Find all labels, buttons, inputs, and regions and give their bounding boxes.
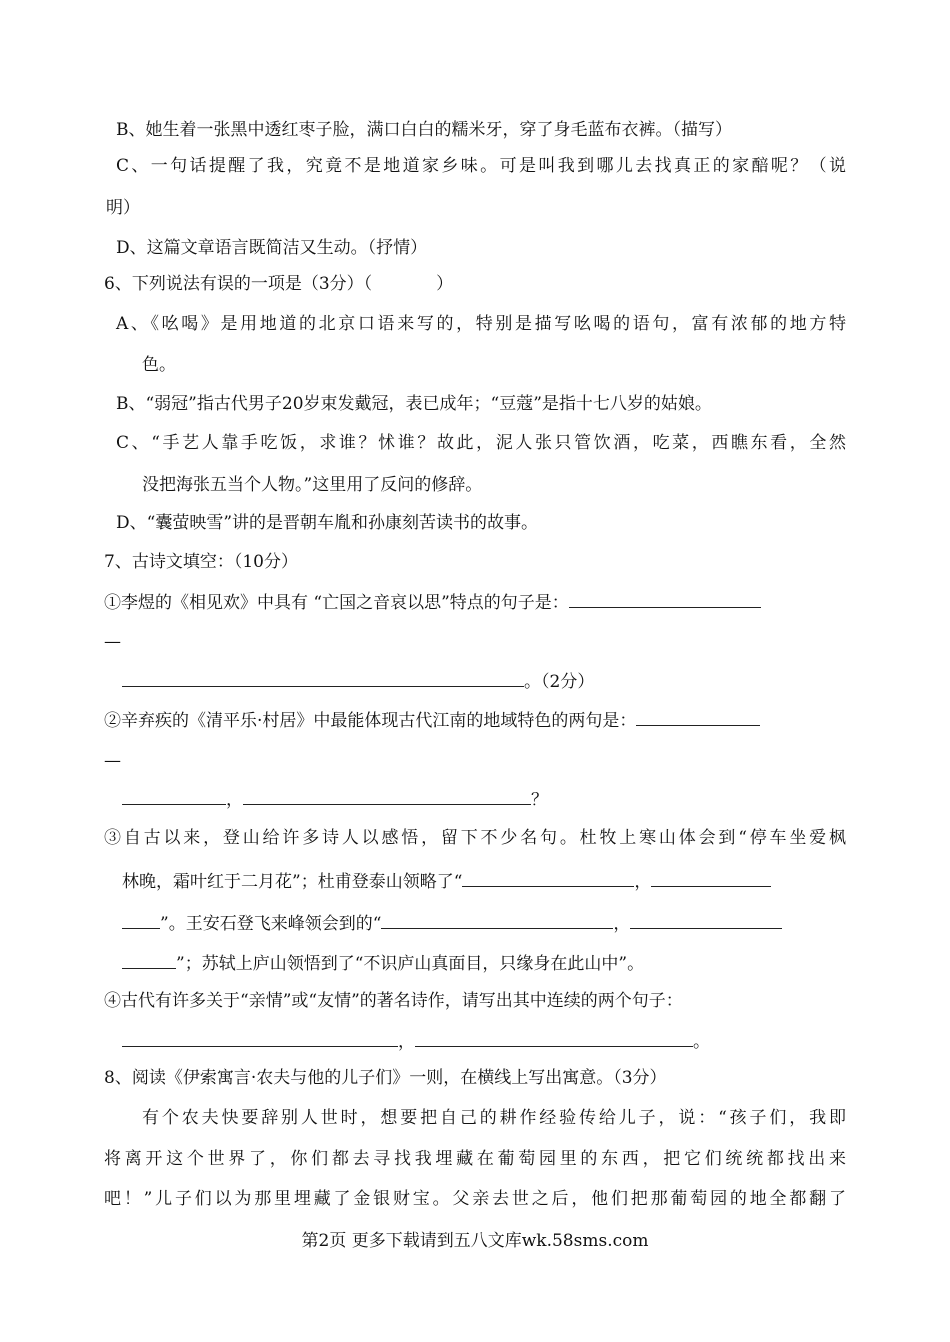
q8-passage-line2: 将离开这个世界了，你们都去寻找我埋藏在葡萄园里的东西，把它们统统都找出来 xyxy=(104,1149,846,1169)
q7-item3-blank-b[interactable] xyxy=(651,868,771,887)
q5-option-b: B、她生着一张黑中透红枣子脸，满口白白的糯米牙，穿了身毛蓝布衣裤。（描写） xyxy=(116,120,732,140)
q7-item3-line3 xyxy=(122,910,782,936)
q7-item3-comma-b: ， xyxy=(613,914,631,934)
q7-item2-blank-a[interactable] xyxy=(636,707,760,726)
q6-stem-text: 6、下列说法有误的一项是（3分）（ xyxy=(104,274,373,294)
q7-item4: ④古代有许多关于“亲情”或“友情”的著名诗作，请写出其中连续的两个句子： xyxy=(104,991,683,1011)
q7-item2-blank-b[interactable] xyxy=(122,786,226,805)
q6-option-b: B、“弱冠”指古代男子20岁束发戴冠，表已成年；“豆蔻”是指十七八岁的姑娘。 xyxy=(116,394,712,414)
q7-item3-line4 xyxy=(122,950,644,976)
q6-stem-close: ） xyxy=(436,274,454,294)
q5-option-d: D、这篇文章语言既简洁又生动。（抒情） xyxy=(116,238,428,258)
q7-item3-line1: ③自古以来，登山给许多诗人以感悟，留下不少名句。杜牧上寒山体会到“停车坐爱枫 xyxy=(104,828,846,848)
q7-item4-mid: ， xyxy=(398,1032,415,1052)
q7-item2-line2 xyxy=(122,786,548,812)
q6-option-c-line2: 没把海张五当个人物。”这里用了反问的修辞。 xyxy=(142,475,483,495)
q7-item1-line2 xyxy=(122,668,594,694)
q6-stem xyxy=(104,272,453,296)
q7-item1 xyxy=(104,589,761,615)
q7-item4-end: 。 xyxy=(693,1032,710,1052)
q5-option-c-line2: 明） xyxy=(106,198,140,218)
q7-stem: 7、古诗文填空：（10分） xyxy=(104,552,298,572)
q7-item1-end: 。（2分） xyxy=(524,672,595,692)
q7-item2 xyxy=(104,707,760,733)
q7-item2-dash: — xyxy=(104,751,121,771)
q7-item3-blank-d[interactable] xyxy=(630,910,782,929)
q7-item1-dash: — xyxy=(104,632,121,652)
q7-item1-blank-a[interactable] xyxy=(569,589,761,608)
q7-item3-comma-a: ， xyxy=(634,872,652,892)
q7-item2-text: ②辛弃疾的《清平乐·村居》中最能体现古代江南的地域特色的两句是： xyxy=(104,711,637,731)
page-footer: 第2页 更多下载请到五八文库wk.58sms.com xyxy=(301,1231,649,1251)
q7-item3-text-a: 林晚，霜叶红于二月花”；杜甫登泰山领略了“ xyxy=(122,872,463,892)
q7-item2-mid: ， xyxy=(226,790,243,810)
q7-item4-blank-a[interactable] xyxy=(122,1028,398,1047)
q6-option-a-line1: A、《吆喝》是用地道的北京口语来写的，特别是描写吆喝的语句，富有浓郁的地方特 xyxy=(116,314,846,334)
q7-item4-blank-b[interactable] xyxy=(415,1028,693,1047)
q7-item3-blank-c[interactable] xyxy=(381,910,613,929)
q7-item1-text: ①李煜的《相见欢》中具有 “亡国之音哀以思”特点的句子是： xyxy=(104,593,569,613)
q7-item2-blank-c[interactable] xyxy=(243,786,531,805)
q7-item3-text-b: ”。王安石登飞来峰领会到的“ xyxy=(160,914,382,934)
q6-option-c-line1: C、“手艺人靠手吃饭，求谁？怵谁？故此，泥人张只管饮酒，吃菜，西瞧东看，全然 xyxy=(116,433,846,453)
q6-option-d: D、“囊萤映雪”讲的是晋朝车胤和孙康刻苦读书的故事。 xyxy=(116,513,539,533)
q7-item3-blank-a[interactable] xyxy=(462,868,634,887)
q8-passage-line1: 有个农夫快要辞别人世时，想要把自己的耕作经验传给儿子，说：“孩子们，我即 xyxy=(142,1108,846,1128)
q7-item3-text-c: ”；苏轼上庐山领悟到了“不识庐山真面目，只缘身在此山中”。 xyxy=(176,954,645,974)
q8-passage-line3: 吧！”儿子们以为那里埋藏了金银财宝。父亲去世之后，他们把那葡萄园的地全都翻了 xyxy=(104,1189,846,1209)
q7-item3-blank-d-cont[interactable] xyxy=(122,950,176,969)
q7-item3-line2 xyxy=(122,868,771,894)
q7-item3-blank-b-cont[interactable] xyxy=(122,910,160,929)
q7-item4-line2 xyxy=(122,1028,710,1054)
q5-option-c-line1: C、一句话提醒了我，究竟不是地道家乡味。可是叫我到哪儿去找真正的家醅呢？（说 xyxy=(116,156,846,176)
q8-stem: 8、阅读《伊索寓言·农夫与他的儿子们》一则，在横线上写出寓意。（3分） xyxy=(104,1068,667,1088)
q6-option-a-line2: 色。 xyxy=(142,355,176,375)
q7-item2-end: ？ xyxy=(531,790,548,810)
q7-item1-blank-b[interactable] xyxy=(122,668,524,687)
